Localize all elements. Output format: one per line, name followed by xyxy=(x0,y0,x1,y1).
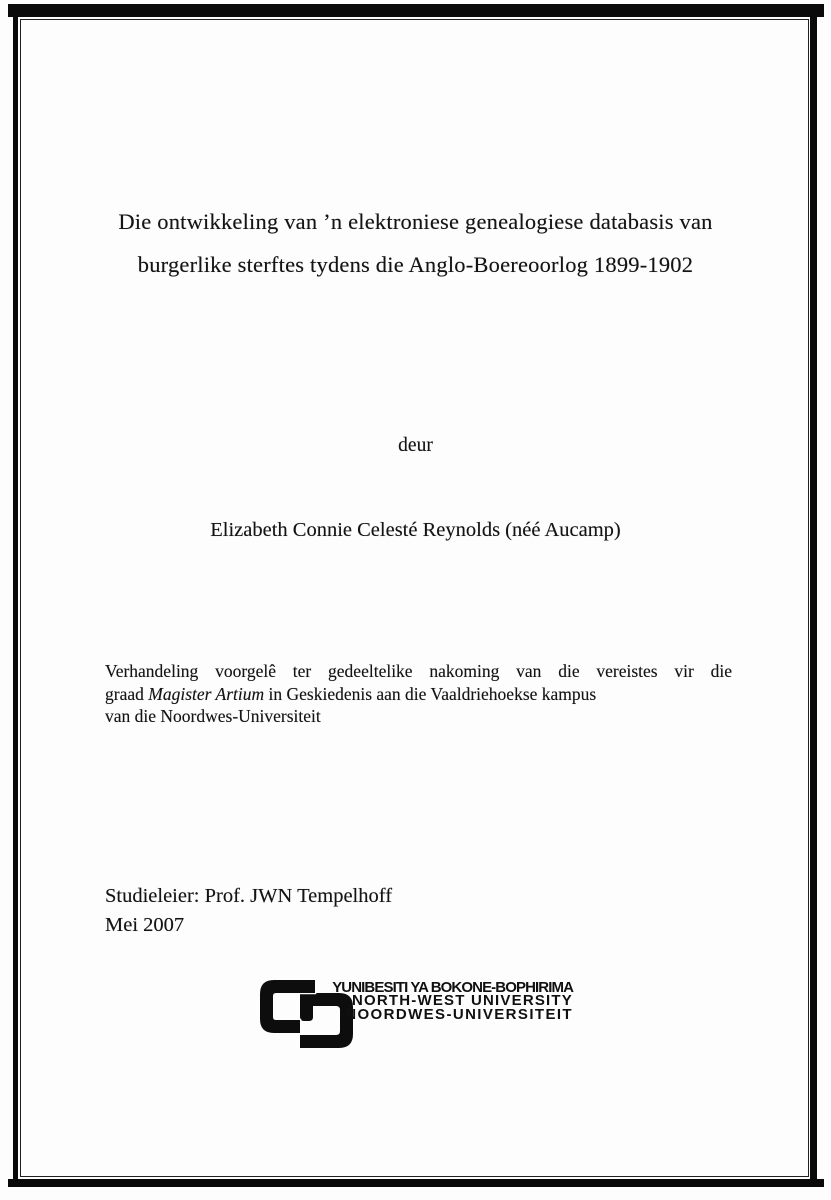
thesis-title-line1: Die ontwikkeling van ’n elektroniese genealogiese databasis van xyxy=(118,209,713,234)
supervisor-block xyxy=(105,882,392,939)
byline: deur xyxy=(398,435,433,456)
nwu-logo-name-setswana: YUNIBESITI YA BOKONE-BOPHIRIMA xyxy=(332,979,573,996)
degree-statement-line2 xyxy=(105,683,732,706)
thesis-title-line2: burgerlike sterftes tydens die Anglo-Boereoorlog 1899-1902 xyxy=(137,252,694,277)
degree-statement-line2-suffix: in Geskiedenis aan die Vaaldriehoekse kampus xyxy=(264,683,597,704)
thesis-title xyxy=(20,200,811,286)
degree-statement-line1: Verhandeling voorgelê ter gedeeltelike nakoming van die vereistes vir die xyxy=(105,661,732,681)
degree-statement xyxy=(105,660,732,728)
degree-statement-line2-prefix: graad xyxy=(105,683,149,704)
degree-statement-line3: van die Noordwes-Universiteit xyxy=(105,706,321,727)
degree-name-italic: Magister Artium xyxy=(148,683,265,704)
supervisor-line: Studieleier: Prof. JWN Tempelhoff xyxy=(105,885,393,907)
nwu-logo-name-afrikaans: NOORDWES-UNIVERSITEIT xyxy=(345,1005,573,1023)
page-border-right xyxy=(810,9,817,1183)
nwu-logo-name-english: NORTH-WEST UNIVERSITY xyxy=(351,992,573,1010)
author-name: Elizabeth Connie Celesté Reynolds (néé Aucamp) xyxy=(210,519,621,541)
date-line: Mei 2007 xyxy=(105,913,185,936)
page-border-bottom xyxy=(8,1179,824,1187)
page-border-top xyxy=(8,4,824,17)
nwu-logo-wordmark xyxy=(328,981,573,1021)
page-border-left xyxy=(13,9,18,1183)
